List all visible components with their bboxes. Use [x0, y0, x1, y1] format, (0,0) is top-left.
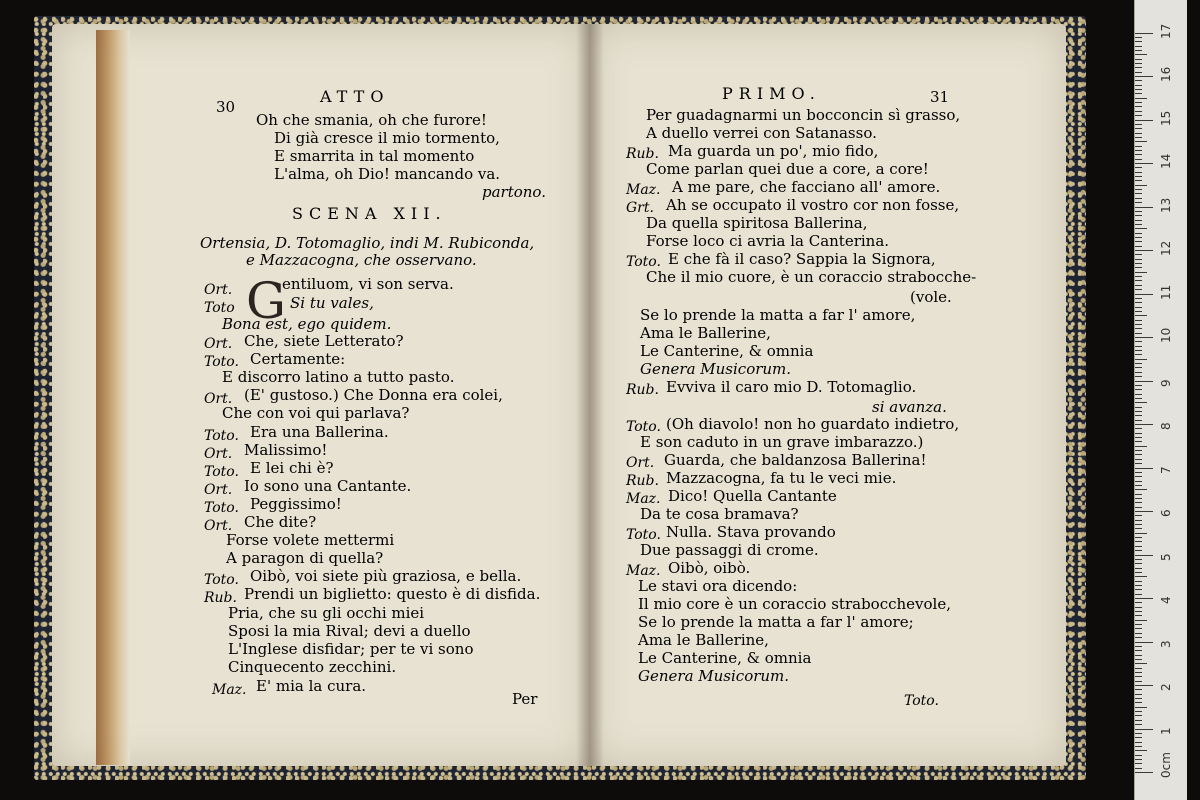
- ruler-minor-tick: [1135, 715, 1142, 716]
- ruler-number: 8: [1159, 422, 1173, 430]
- ruler-minor-tick: [1135, 459, 1142, 460]
- ruler-number: 11: [1159, 284, 1173, 300]
- ruler-minor-tick: [1135, 176, 1142, 177]
- page-edge: [96, 30, 130, 765]
- ruler-minor-tick: [1135, 711, 1142, 712]
- speaker-label: Toto.: [204, 428, 239, 444]
- ruler-minor-tick: [1135, 611, 1142, 612]
- ruler-minor-tick: [1135, 763, 1142, 764]
- ruler-minor-tick: [1135, 324, 1142, 325]
- ruler-minor-tick: [1135, 98, 1147, 99]
- ruler-minor-tick: [1135, 215, 1142, 216]
- ruler-number: 0cm: [1159, 752, 1173, 778]
- ruler-minor-tick: [1135, 263, 1142, 264]
- ruler-minor-tick: [1135, 128, 1142, 129]
- dialogue-line: Ma guarda un po', mio fido,: [668, 142, 879, 160]
- speaker-label: Ort.: [204, 518, 233, 534]
- ruler-minor-tick: [1135, 41, 1142, 42]
- ruler-minor-tick: [1135, 563, 1142, 564]
- ruler-minor-tick: [1135, 733, 1142, 734]
- ruler-minor-tick: [1135, 624, 1142, 625]
- dialogue-line: Era una Ballerina.: [250, 423, 389, 441]
- dialogue-line: E che fà il caso? Sappia la Signora,: [668, 250, 936, 268]
- right-page-number: 31: [930, 88, 950, 106]
- ruler-minor-tick: [1135, 476, 1142, 477]
- dialogue-line: Guarda, che baldanzosa Ballerina!: [664, 451, 927, 469]
- ruler-major-tick: [1135, 555, 1153, 556]
- drop-cap: G: [246, 272, 286, 330]
- dialogue-line: E' mia la cura.: [256, 677, 367, 695]
- speaker-label: Ort.: [204, 282, 233, 298]
- ruler-number: 1: [1159, 726, 1173, 735]
- dialogue-line: Evviva il caro mio D. Totomaglio.: [666, 378, 917, 396]
- ruler-minor-tick: [1135, 228, 1147, 229]
- ruler-minor-tick: [1135, 106, 1142, 107]
- dialogue-line: Prendi un biglietto: questo è di disfida.: [244, 585, 541, 603]
- ruler-minor-tick: [1135, 768, 1142, 769]
- ruler-minor-tick: [1135, 59, 1142, 60]
- ruler-minor-tick: [1135, 707, 1147, 708]
- speaker-label: Toto.: [204, 354, 239, 370]
- ruler-minor-tick: [1135, 533, 1147, 534]
- ruler-major-tick: [1135, 598, 1153, 599]
- ruler-minor-tick: [1135, 50, 1142, 51]
- ruler-number: 2: [1159, 683, 1173, 691]
- ruler-minor-tick: [1135, 346, 1142, 347]
- ruler-minor-tick: [1135, 220, 1142, 221]
- ruler-minor-tick: [1135, 254, 1142, 255]
- ruler-major-tick: [1135, 381, 1153, 382]
- speaker-label: Maz.: [626, 182, 661, 198]
- speaker-label: Maz.: [626, 491, 661, 507]
- ruler-minor-tick: [1135, 411, 1142, 412]
- ruler-minor-tick: [1135, 498, 1142, 499]
- ruler-minor-tick: [1135, 267, 1142, 268]
- ruler-minor-tick: [1135, 572, 1142, 573]
- ruler-number: 13: [1159, 197, 1173, 213]
- ruler-minor-tick: [1135, 524, 1142, 525]
- ruler-minor-tick: [1135, 742, 1142, 743]
- ruler-number: 15: [1159, 110, 1173, 126]
- dialogue-line: Due passaggi di crome.: [640, 541, 819, 559]
- ruler-minor-tick: [1135, 189, 1142, 190]
- catchword: Per: [512, 690, 538, 708]
- ruler-minor-tick: [1135, 550, 1142, 551]
- ruler-minor-tick: [1135, 546, 1142, 547]
- ruler-minor-tick: [1135, 681, 1142, 682]
- ruler-minor-tick: [1135, 80, 1142, 81]
- speaker-label: Toto.: [204, 572, 239, 588]
- dialogue-line: Certamente:: [250, 350, 346, 368]
- ruler-minor-tick: [1135, 167, 1142, 168]
- ruler-minor-tick: [1135, 589, 1142, 590]
- ruler-minor-tick: [1135, 198, 1142, 199]
- ruler-minor-tick: [1135, 528, 1142, 529]
- stage-direction: si avanza.: [872, 398, 947, 416]
- ruler-minor-tick: [1135, 350, 1142, 351]
- ruler-minor-tick: [1135, 437, 1142, 438]
- ruler-minor-tick: [1135, 602, 1142, 603]
- ruler-number: 7: [1159, 465, 1173, 474]
- ruler-minor-tick: [1135, 272, 1147, 273]
- ruler-minor-tick: [1135, 311, 1142, 312]
- catchword: Toto.: [904, 693, 939, 709]
- ruler-minor-tick: [1135, 115, 1142, 116]
- speaker-label: Grt.: [626, 200, 654, 216]
- ruler-minor-tick: [1135, 698, 1142, 699]
- dialogue-line: Si tu vales,: [290, 294, 374, 312]
- speaker-label: Rub.: [626, 382, 659, 398]
- ruler-minor-tick: [1135, 633, 1142, 634]
- ruler-minor-tick: [1135, 89, 1142, 90]
- ruler-minor-tick: [1135, 259, 1142, 260]
- ruler-number: 9: [1159, 378, 1173, 387]
- ruler-minor-tick: [1135, 515, 1142, 516]
- ruler-minor-tick: [1135, 720, 1142, 721]
- speaker-label: Toto.: [204, 464, 239, 480]
- ruler-minor-tick: [1135, 607, 1142, 608]
- dialogue-line: Cinquecento zecchini.: [228, 658, 397, 676]
- ruler-minor-tick: [1135, 676, 1142, 677]
- ruler-minor-tick: [1135, 576, 1147, 577]
- ruler-minor-tick: [1135, 537, 1142, 538]
- ruler-number: 6: [1159, 509, 1173, 517]
- speaker-label: Toto.: [626, 527, 661, 543]
- dialogue-line: A paragon di quella?: [226, 549, 384, 567]
- ruler-number: 5: [1159, 552, 1173, 561]
- ruler-minor-tick: [1135, 650, 1142, 651]
- speaker-label: Toto.: [204, 500, 239, 516]
- ruler-major-tick: [1135, 163, 1153, 164]
- ruler-minor-tick: [1135, 63, 1142, 64]
- ruler-minor-tick: [1135, 202, 1142, 203]
- ruler-number: 3: [1159, 639, 1173, 648]
- ruler-minor-tick: [1135, 180, 1142, 181]
- verse-line: Se lo prende la matta a far l' amore;: [638, 613, 914, 631]
- dialogue-line: Dico! Quella Cantante: [668, 487, 837, 505]
- ruler-minor-tick: [1135, 146, 1142, 147]
- speaker-label: Maz.: [626, 563, 661, 579]
- dialogue-line: Che il mio cuore, è un coraccio strabocche-: [646, 268, 977, 286]
- dialogue-line: E son caduto in un grave imbarazzo.): [640, 433, 924, 451]
- ruler-minor-tick: [1135, 376, 1142, 377]
- ruler-minor-tick: [1135, 85, 1142, 86]
- ruler-minor-tick: [1135, 241, 1142, 242]
- dialogue-line: entiluom, vi son serva.: [282, 275, 454, 293]
- verse-line: Di già cresce il mio tormento,: [274, 129, 500, 147]
- ruler-minor-tick: [1135, 489, 1147, 490]
- ruler-number: 17: [1159, 23, 1173, 39]
- ruler-minor-tick: [1135, 367, 1142, 368]
- ruler-minor-tick: [1135, 428, 1142, 429]
- stage-direction: e Mazzacogna, che osservano.: [246, 251, 477, 269]
- verse-line: Genera Musicorum.: [640, 360, 792, 378]
- ruler-minor-tick: [1135, 454, 1142, 455]
- ruler-minor-tick: [1135, 450, 1142, 451]
- dialogue-line: Io sono una Cantante.: [244, 477, 412, 495]
- ruler-minor-tick: [1135, 472, 1142, 473]
- ruler-minor-tick: [1135, 150, 1142, 151]
- ruler-minor-tick: [1135, 750, 1147, 751]
- ruler-minor-tick: [1135, 37, 1142, 38]
- scene-heading: SCENA XII.: [292, 204, 447, 223]
- ruler-minor-tick: [1135, 389, 1142, 390]
- ruler-minor-tick: [1135, 441, 1142, 442]
- ruler-minor-tick: [1135, 111, 1142, 112]
- ruler-minor-tick: [1135, 581, 1142, 582]
- verse-line: Oh che smania, oh che furore!: [256, 111, 487, 129]
- ruler-minor-tick: [1135, 320, 1142, 321]
- ruler-minor-tick: [1135, 333, 1142, 334]
- ruler-minor-tick: [1135, 154, 1142, 155]
- ruler-minor-tick: [1135, 328, 1142, 329]
- ruler-minor-tick: [1135, 211, 1142, 212]
- ruler-number: 14: [1159, 153, 1173, 169]
- verse-line: E smarrita in tal momento: [274, 147, 475, 165]
- ruler-minor-tick: [1135, 407, 1142, 408]
- left-page-number: 30: [216, 98, 236, 116]
- ruler-minor-tick: [1135, 420, 1142, 421]
- dialogue-line: (vole.: [910, 288, 952, 306]
- dialogue-line: Da te cosa bramava?: [640, 505, 799, 523]
- verse-line: Per guadagnarmi un bocconcin sì grasso,: [646, 106, 961, 124]
- ruler-minor-tick: [1135, 663, 1147, 664]
- ruler-minor-tick: [1135, 102, 1142, 103]
- speaker-label: Ort.: [204, 482, 233, 498]
- dialogue-line: A me pare, che facciano all' amore.: [672, 178, 941, 196]
- ruler-minor-tick: [1135, 233, 1142, 234]
- speaker-label: Ort.: [626, 455, 655, 471]
- ruler-major-tick: [1135, 685, 1153, 686]
- dialogue-line: Come parlan quei due a core, a core!: [646, 160, 929, 178]
- ruler-minor-tick: [1135, 646, 1142, 647]
- ruler-minor-tick: [1135, 159, 1142, 160]
- ruler-minor-tick: [1135, 124, 1142, 125]
- ruler-minor-tick: [1135, 67, 1142, 68]
- speaker-label: Rub.: [626, 473, 659, 489]
- ruler-minor-tick: [1135, 615, 1142, 616]
- ruler-minor-tick: [1135, 385, 1142, 386]
- ruler-major-tick: [1135, 250, 1153, 251]
- ruler-minor-tick: [1135, 463, 1142, 464]
- ruler-minor-tick: [1135, 315, 1147, 316]
- ruler-minor-tick: [1135, 628, 1142, 629]
- ruler-minor-tick: [1135, 559, 1142, 560]
- dialogue-line: (Oh diavolo! non ho guardato indietro,: [666, 415, 960, 433]
- verse-line: Ama le Ballerine,: [640, 324, 771, 342]
- ruler-number: 12: [1159, 240, 1173, 256]
- dialogue-line: Malissimo!: [244, 441, 328, 459]
- stage-direction: Ortensia, D. Totomaglio, indi M. Rubiconda,: [200, 234, 535, 252]
- ruler-major-tick: [1135, 76, 1153, 77]
- ruler-minor-tick: [1135, 668, 1142, 669]
- ruler-minor-tick: [1135, 246, 1142, 247]
- dialogue-line: Sposi la mia Rival; devi a duello: [228, 622, 471, 640]
- ruler-minor-tick: [1135, 172, 1142, 173]
- ruler-major-tick: [1135, 729, 1153, 730]
- verse-line: Genera Musicorum.: [638, 667, 790, 685]
- ruler-minor-tick: [1135, 481, 1142, 482]
- ruler-minor-tick: [1135, 520, 1142, 521]
- ruler-minor-tick: [1135, 502, 1142, 503]
- ruler-minor-tick: [1135, 185, 1147, 186]
- ruler-number: 4: [1159, 596, 1173, 604]
- ruler-minor-tick: [1135, 620, 1147, 621]
- ruler-minor-tick: [1135, 302, 1142, 303]
- ruler-minor-tick: [1135, 237, 1142, 238]
- speaker-label: Maz.: [212, 682, 247, 698]
- ruler-minor-tick: [1135, 141, 1147, 142]
- ruler-minor-tick: [1135, 193, 1142, 194]
- ruler-minor-tick: [1135, 372, 1142, 373]
- verse-line: Le Canterine, & omnia: [640, 342, 814, 360]
- ruler-major-tick: [1135, 511, 1153, 512]
- ruler-minor-tick: [1135, 359, 1147, 360]
- ruler-minor-tick: [1135, 307, 1142, 308]
- dialogue-line: Le stavi ora dicendo:: [638, 577, 798, 595]
- ruler-minor-tick: [1135, 746, 1142, 747]
- ruler-minor-tick: [1135, 93, 1142, 94]
- ruler-minor-tick: [1135, 46, 1142, 47]
- ruler-minor-tick: [1135, 759, 1142, 760]
- dialogue-line: (E' gustoso.) Che Donna era colei,: [244, 386, 503, 404]
- verse-line: Il mio core è un coraccio strabocchevole,: [638, 595, 951, 613]
- ruler-minor-tick: [1135, 72, 1142, 73]
- dialogue-line: Da quella spiritosa Ballerina,: [646, 214, 868, 232]
- ruler-major-tick: [1135, 120, 1153, 121]
- ruler-minor-tick: [1135, 280, 1142, 281]
- dialogue-line: Mazzacogna, fa tu le veci mie.: [666, 469, 897, 487]
- speaker-label: Rub.: [626, 146, 659, 162]
- speaker-label: Ort.: [204, 336, 233, 352]
- ruler-minor-tick: [1135, 54, 1147, 55]
- ruler-minor-tick: [1135, 433, 1142, 434]
- dialogue-line: Che dite?: [244, 513, 317, 531]
- ruler-minor-tick: [1135, 394, 1142, 395]
- ruler-minor-tick: [1135, 507, 1142, 508]
- ruler-minor-tick: [1135, 341, 1142, 342]
- dialogue-line: Ah se occupato il vostro cor non fosse,: [666, 196, 960, 214]
- dialogue-line: Forse loco ci avria la Canterina.: [646, 232, 890, 250]
- ruler-major-tick: [1135, 294, 1153, 295]
- verse-line: Se lo prende la matta a far l' amore,: [640, 306, 916, 324]
- ruler-minor-tick: [1135, 402, 1147, 403]
- speaker-label: Toto: [204, 300, 235, 316]
- ruler-major-tick: [1135, 468, 1153, 469]
- right-running-head: PRIMO.: [722, 84, 821, 103]
- book-gutter: [576, 24, 604, 766]
- speaker-label: Toto.: [626, 254, 661, 270]
- dialogue-line: E lei chi è?: [250, 459, 334, 477]
- ruler-minor-tick: [1135, 594, 1142, 595]
- dialogue-line: Oibò, oibò.: [668, 559, 751, 577]
- dialogue-line: Che con voi qui parlava?: [222, 404, 410, 422]
- ruler-minor-tick: [1135, 659, 1142, 660]
- ruler-minor-tick: [1135, 446, 1147, 447]
- measuring-ruler: [1134, 0, 1187, 800]
- verse-line: L'alma, oh Dio! mancando va.: [274, 165, 501, 183]
- speaker-label: Ort.: [204, 391, 233, 407]
- ruler-minor-tick: [1135, 494, 1142, 495]
- ruler-minor-tick: [1135, 276, 1142, 277]
- ruler-minor-tick: [1135, 354, 1142, 355]
- left-running-head: ATTO: [320, 87, 390, 106]
- ruler-minor-tick: [1135, 415, 1142, 416]
- ruler-minor-tick: [1135, 541, 1142, 542]
- dialogue-line: Oibò, voi siete più graziosa, e bella.: [250, 567, 522, 585]
- ruler-major-tick: [1135, 424, 1153, 425]
- ruler-major-tick: [1135, 772, 1153, 773]
- ruler-minor-tick: [1135, 285, 1142, 286]
- ruler-minor-tick: [1135, 689, 1142, 690]
- dialogue-line: Forse volete mettermi: [226, 531, 395, 549]
- dialogue-line: Che, siete Letterato?: [244, 332, 404, 350]
- ruler-minor-tick: [1135, 702, 1142, 703]
- verse-line: Le Canterine, & omnia: [638, 649, 812, 667]
- ruler-major-tick: [1135, 207, 1153, 208]
- ruler-number: 16: [1159, 66, 1173, 82]
- ruler-minor-tick: [1135, 737, 1142, 738]
- ruler-major-tick: [1135, 337, 1153, 338]
- ruler-minor-tick: [1135, 637, 1142, 638]
- ruler-minor-tick: [1135, 137, 1142, 138]
- ruler-minor-tick: [1135, 133, 1142, 134]
- ruler-major-tick: [1135, 33, 1153, 34]
- speaker-label: Ort.: [204, 446, 233, 462]
- dialogue-line: L'Inglese disfidar; per te vi sono: [228, 640, 474, 658]
- dialogue-line: E discorro latino a tutto pasto.: [222, 368, 455, 386]
- ruler-minor-tick: [1135, 298, 1142, 299]
- ruler-minor-tick: [1135, 398, 1142, 399]
- verse-line: A duello verrei con Satanasso.: [646, 124, 877, 142]
- ruler-minor-tick: [1135, 485, 1142, 486]
- verse-line: Ama le Ballerine,: [638, 631, 769, 649]
- ruler-minor-tick: [1135, 724, 1142, 725]
- stage-direction: partono.: [482, 183, 546, 201]
- ruler-minor-tick: [1135, 672, 1142, 673]
- dialogue-line: Nulla. Stava provando: [666, 523, 836, 541]
- speaker-label: Toto.: [626, 419, 661, 435]
- ruler-minor-tick: [1135, 655, 1142, 656]
- ruler-minor-tick: [1135, 755, 1142, 756]
- dialogue-line: Bona est, ego quidem.: [222, 315, 392, 333]
- speaker-label: Rub.: [204, 590, 237, 606]
- ruler-minor-tick: [1135, 289, 1142, 290]
- dialogue-line: Peggissimo!: [250, 495, 342, 513]
- ruler-minor-tick: [1135, 224, 1142, 225]
- ruler-major-tick: [1135, 642, 1153, 643]
- ruler-minor-tick: [1135, 363, 1142, 364]
- ruler-minor-tick: [1135, 585, 1142, 586]
- dialogue-line: Pria, che su gli occhi miei: [228, 604, 425, 622]
- ruler-minor-tick: [1135, 568, 1142, 569]
- ruler-number: 10: [1159, 327, 1173, 343]
- ruler-minor-tick: [1135, 694, 1142, 695]
